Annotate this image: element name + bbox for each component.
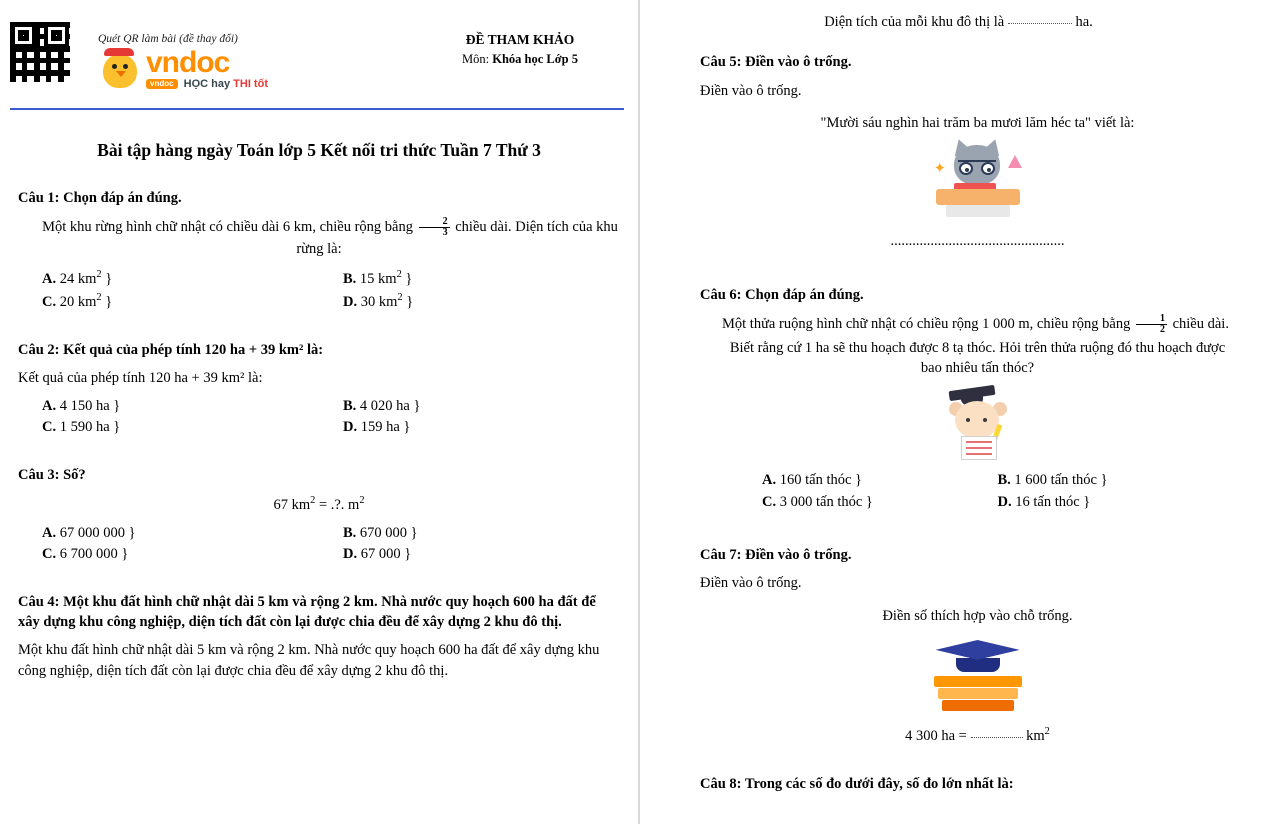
- option-d-text: 30 km: [360, 293, 398, 310]
- question-5-answer-blank[interactable]: ................................................: [890, 233, 1065, 250]
- question-2-options: [18, 396, 620, 438]
- option-c[interactable]: [18, 417, 319, 438]
- option-c[interactable]: [18, 544, 319, 565]
- option-b-tail: }: [405, 270, 413, 287]
- option-c-label: C.: [762, 494, 777, 511]
- equation-mid: = .?. m: [318, 496, 360, 513]
- page-title: Bài tập hàng ngày Toán lớp 5 Kết nối tri thức Tuần 7 Thứ 3: [97, 140, 541, 160]
- carry-over-line: [640, 14, 1277, 31]
- chick-mascot-icon: [98, 46, 142, 90]
- question-1: [18, 189, 620, 313]
- question-7-answer: [700, 726, 1255, 745]
- question-4-body: Một khu đất hình chữ nhật dài 5 km và rộng 2 km. Nhà nước quy hoạch 600 ha đất để xây dựng khu công nghiệp, diện tích đất còn lại được chia đều để xây dựng 2 khu đô thị.: [18, 642, 600, 680]
- graduation-cap-books-icon: [700, 636, 1255, 712]
- option-d-tail: }: [406, 293, 414, 310]
- option-d-sup: 2: [397, 291, 403, 303]
- option-c-sup: 2: [96, 291, 102, 303]
- question-1-heading: Câu 1: Chọn đáp án đúng.: [18, 190, 182, 206]
- option-b[interactable]: [319, 267, 620, 290]
- option-c[interactable]: [18, 290, 319, 313]
- question-7-answer-post: km: [1026, 727, 1045, 744]
- option-d[interactable]: [319, 290, 620, 313]
- option-a-text: 4 150 ha }: [59, 398, 121, 415]
- equation-lhs-sup: 2: [310, 495, 316, 506]
- qr-code-icon[interactable]: [10, 22, 70, 82]
- option-c-text: 20 km: [59, 293, 97, 310]
- vndoc-logo: [98, 46, 268, 90]
- option-b-text: 15 km: [359, 270, 397, 287]
- question-1-options: [18, 267, 620, 313]
- question-6-body-line1: [700, 314, 1255, 336]
- option-a-text: 160 tấn thóc }: [779, 472, 862, 489]
- question-6-body-pre: Một thửa ruộng hình chữ nhật có chiều rộng 1 000 m, chiều rộng bằng: [722, 315, 1131, 332]
- option-b[interactable]: [319, 396, 620, 417]
- question-7: [700, 546, 1255, 745]
- option-b-label: B.: [343, 398, 357, 415]
- option-a[interactable]: [18, 523, 319, 544]
- option-d[interactable]: [319, 417, 620, 438]
- question-7-answer-sup: 2: [1044, 725, 1050, 737]
- option-a[interactable]: [18, 267, 319, 290]
- fraction-denominator: 3: [442, 227, 448, 239]
- option-b-text: 670 000 }: [359, 525, 418, 542]
- equation-lhs: 67 km: [273, 496, 311, 513]
- question-2-heading: Câu 2: Kết quả của phép tính 120 ha + 39 km² là:: [18, 341, 324, 358]
- question-4: [18, 593, 620, 682]
- option-a[interactable]: [18, 396, 319, 417]
- fraction-numerator: 2: [419, 217, 450, 229]
- subject-value: Khóa học Lớp 5: [492, 52, 578, 67]
- carry-over-suffix: ha.: [1075, 14, 1093, 30]
- option-b-label: B.: [343, 525, 357, 542]
- question-3-heading: Câu 3: Số?: [18, 467, 86, 484]
- question-2-body: Kết quả của phép tính 120 ha + 39 km² là:: [18, 370, 263, 387]
- subject-prefix: Môn:: [462, 52, 490, 67]
- exam-label: ĐỀ THAM KHẢO: [465, 32, 575, 47]
- option-d-text: 67 000 }: [360, 546, 412, 563]
- carry-over-blank[interactable]: [1008, 23, 1072, 24]
- option-d-text: 159 ha }: [360, 419, 411, 436]
- option-d-label: D.: [343, 546, 358, 563]
- question-6-heading: Câu 6: Chọn đáp án đúng.: [700, 287, 864, 304]
- question-1-body-pre: Một khu rừng hình chữ nhật có chiều dài 6 km, chiều rộng bằng: [42, 218, 413, 235]
- option-a-label: A.: [762, 472, 777, 489]
- question-8: [700, 775, 1255, 795]
- fraction-denominator: 2: [1159, 324, 1165, 336]
- question-3: [18, 466, 620, 565]
- option-d-label: D.: [997, 494, 1012, 511]
- option-c-label: C.: [42, 419, 57, 436]
- question-3-equation: [18, 494, 620, 515]
- carry-over-prefix: Diện tích của mỗi khu đô thị là: [824, 14, 1005, 30]
- question-4-heading: Câu 4: Một khu đất hình chữ nhật dài 5 km và rộng 2 km. Nhà nước quy hoạch 600 ha đất để xây dựng khu công nghiệp, diện tích đất còn lại được chia đều để xây dựng 2 khu đô thị.: [18, 594, 596, 630]
- option-c-label: C.: [42, 546, 57, 563]
- option-b-label: B.: [343, 270, 357, 287]
- option-b-label: B.: [997, 472, 1011, 489]
- fraction-numerator: 1: [1136, 314, 1167, 326]
- option-d[interactable]: [998, 492, 1234, 514]
- exam-meta: [462, 30, 578, 69]
- bear-student-icon: [700, 388, 1255, 460]
- question-7-answer-blank[interactable]: [971, 737, 1023, 738]
- question-8-heading: Câu 8: Trong các số đo dưới đây, số đo lớn nhất là:: [700, 775, 1014, 792]
- qr-note-text: Quét QR làm bài (đề thay đổi): [98, 33, 238, 45]
- question-5: [700, 53, 1255, 250]
- option-b-sup: 2: [396, 268, 402, 280]
- question-6-body-post: chiều dài.: [1172, 315, 1229, 332]
- question-7-prompt: Điền số thích hợp vào chỗ trống.: [882, 607, 1073, 624]
- option-a-sup: 2: [96, 268, 102, 280]
- question-2: [18, 341, 620, 439]
- option-d-text: 16 tấn thóc }: [1015, 494, 1091, 511]
- option-a-text: 67 000 000 }: [59, 525, 136, 542]
- option-a-label: A.: [42, 398, 57, 415]
- option-a-label: A.: [42, 525, 57, 542]
- fraction-two-thirds: [419, 217, 450, 239]
- option-c-text: 1 590 ha }: [59, 419, 121, 436]
- option-c[interactable]: [762, 492, 998, 514]
- fraction-one-half: [1136, 314, 1167, 336]
- option-d-label: D.: [343, 293, 358, 310]
- question-6-body-line3: bao nhiêu tấn thóc?: [920, 360, 1035, 377]
- question-7-answer-pre: 4 300 ha =: [905, 727, 967, 744]
- option-c-tail: }: [105, 293, 113, 310]
- option-d-label: D.: [343, 419, 358, 436]
- option-b-text: 4 020 ha }: [359, 398, 421, 415]
- question-3-options: [18, 523, 620, 565]
- option-a-text: 24 km: [59, 270, 97, 287]
- question-7-heading: Câu 7: Điền vào ô trống.: [700, 546, 852, 563]
- equation-rhs-sup: 2: [359, 495, 365, 506]
- question-5-prompt: "Mười sáu nghìn hai trăm ba mươi lăm héc ta" viết là:: [820, 114, 1135, 131]
- option-c-label: C.: [42, 293, 57, 310]
- option-c-text: 6 700 000 }: [59, 546, 129, 563]
- option-d[interactable]: [319, 544, 620, 565]
- option-a[interactable]: [762, 470, 998, 492]
- logo-wordmark: vndoc: [146, 46, 230, 79]
- option-c-text: 3 000 tấn thóc }: [779, 494, 873, 511]
- option-a-tail: }: [105, 270, 113, 287]
- right-column: [640, 0, 1277, 824]
- question-1-body: [18, 217, 620, 259]
- cat-at-desk-icon: ✦: [700, 143, 1255, 219]
- question-7-body: Điền vào ô trống.: [700, 575, 802, 592]
- document-header: [10, 0, 624, 110]
- logo-badge: vndoc: [146, 79, 178, 89]
- option-a-label: A.: [42, 270, 57, 287]
- logo-tagline-2: THI tốt: [233, 78, 268, 90]
- option-b[interactable]: [319, 523, 620, 544]
- option-b[interactable]: [998, 470, 1234, 492]
- option-b-text: 1 600 tấn thóc }: [1014, 472, 1108, 489]
- question-6: [700, 286, 1255, 514]
- question-1-body-post: chiều dài. Diện tích của khu rừng là:: [296, 218, 618, 257]
- question-5-body: Điền vào ô trống.: [700, 82, 802, 99]
- logo-tagline-1: HỌC hay: [183, 78, 231, 90]
- question-6-body-line2: Biết rằng cứ 1 ha sẽ thu hoạch được 8 tạ thóc. Hỏi trên thửa ruộng đó thu hoạch được: [729, 339, 1226, 356]
- question-5-heading: Câu 5: Điền vào ô trống.: [700, 54, 852, 70]
